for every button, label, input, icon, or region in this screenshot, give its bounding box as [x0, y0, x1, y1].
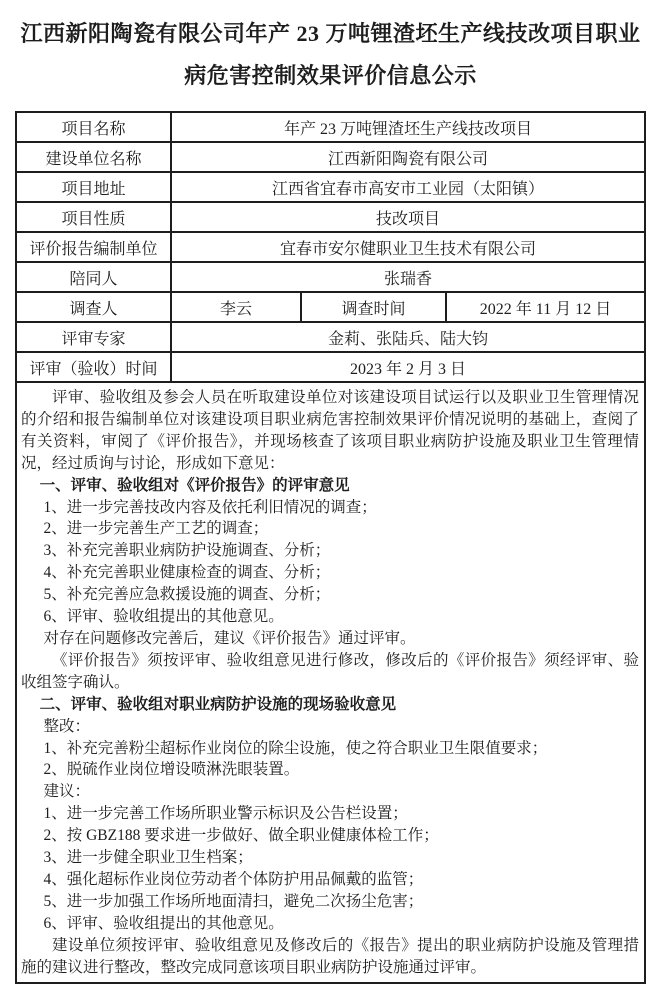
row-value: 年产 23 万吨锂渣坯生产线技改项目 [171, 112, 645, 142]
section1-heading: 一、评审、验收组对《评价报告》的评审意见 [39, 476, 350, 494]
opinion-cell [16, 382, 645, 983]
section1-closing: 《评价报告》须按评审、验收组意见进行修改，修改后的《评价报告》须经评审、验收组签字确认。 [21, 651, 639, 691]
list-item: 6、评审、验收组提出的其他意见。 [43, 608, 284, 626]
list-item: 1、补充完善粉尘超标作业岗位的除尘设施，使之符合职业卫生限值要求； [43, 739, 548, 757]
table-row-project-nature [16, 202, 645, 232]
list-item: 5、进一步加强工作场所地面清扫，避免二次扬尘危害； [43, 892, 424, 910]
row-label: 调查人 [16, 292, 171, 322]
row-label: 评审专家 [16, 322, 171, 352]
row-value: 宜春市安尔健职业卫生技术有限公司 [171, 232, 645, 262]
opinion-intro-paragraph: 评审、验收组及参会人员在听取建设单位对该建设项目试运行以及职业卫生管理情况的介绍和报告编制单位对该建设项目职业病危害控制效果评价情况说明的基础上，查阅了有关资料，审阅了《评价报告》，并现场核查了该项目职业病防护设施及职业卫生管理情况，经过质询与讨论，形成如下意见： [21, 389, 639, 472]
table-row-opinion [16, 382, 645, 983]
list-item: 3、补充完善职业病防护设施调查、分析； [43, 542, 331, 560]
section2-heading: 二、评审、验收组对职业病防护设施的现场验收意见 [39, 695, 397, 713]
list-item: 2、脱硫作业岗位增设喷淋洗眼装置。 [43, 761, 300, 779]
table-row-project-address [16, 172, 645, 202]
row-label: 项目性质 [16, 202, 171, 232]
list-item: 2、进一步完善生产工艺的调查； [43, 520, 269, 538]
project-info-table [15, 111, 646, 984]
table-row-company-name [16, 142, 645, 172]
row-label: 项目地址 [16, 172, 171, 202]
row-label: 调查时间 [301, 292, 446, 322]
rectify-item-list [21, 738, 639, 782]
table-row-report-agency [16, 232, 645, 262]
table-row-project-name [16, 112, 645, 142]
document-title-line-1: 江西新阳陶瓷有限公司年产 23 万吨锂渣坯生产线技改项目职业 [20, 21, 641, 46]
row-value: 2023 年 2 月 3 日 [171, 352, 645, 382]
section1-item-list [21, 497, 639, 628]
suggest-item-list [21, 803, 639, 934]
list-item: 1、进一步完善技改内容及依托利旧情况的调查； [43, 498, 377, 516]
row-label: 评审（验收）时间 [16, 352, 171, 382]
suggest-label: 建议： [43, 783, 90, 801]
row-value: 金莉、张陆兵、陆大钧 [171, 322, 645, 352]
row-value: 江西省宜春市高安市工业园（太阳镇） [171, 172, 645, 202]
list-item: 3、进一步健全职业卫生档案； [43, 849, 253, 867]
row-label: 陪同人 [16, 262, 171, 292]
section1-note: 对存在问题修改完善后，建议《评价报告》通过评审。 [43, 629, 416, 647]
table-row-accompanying-person [16, 262, 645, 292]
table-row-review-experts [16, 322, 645, 352]
list-item: 1、进一步完善工作场所职业警示标识及公告栏设置； [43, 805, 408, 823]
row-value: 李云 [171, 292, 301, 322]
list-item: 5、补充完善应急救援设施的调查、分析； [43, 586, 331, 604]
list-item: 6、评审、验收组提出的其他意见。 [43, 914, 284, 932]
row-value: 2022 年 11 月 12 日 [446, 292, 645, 322]
section2-closing: 建设单位须按评审、验收组意见及修改后的《报告》提出的职业病防护设施及管理措施的建议进行整改，整改完成同意该项目职业病防护设施通过评审。 [21, 936, 639, 976]
document-title [0, 0, 661, 97]
list-item: 4、强化超标作业岗位劳动者个体防护用品佩戴的监管； [43, 870, 424, 888]
list-item: 4、补充完善职业健康检查的调查、分析； [43, 564, 331, 582]
row-value: 江西新阳陶瓷有限公司 [171, 142, 645, 172]
rectify-label: 整改： [43, 717, 90, 735]
row-label: 评价报告编制单位 [16, 232, 171, 262]
row-value: 张瑞香 [171, 262, 645, 292]
list-item: 2、按 GBZ188 要求进一步做好、做全职业健康体检工作； [43, 827, 439, 845]
row-label: 建设单位名称 [16, 142, 171, 172]
row-value: 技改项目 [171, 202, 645, 232]
row-label: 项目名称 [16, 112, 171, 142]
document-title-line-2: 病危害控制效果评价信息公示 [184, 63, 477, 88]
table-row-review-date [16, 352, 645, 382]
table-row-investigator [16, 292, 645, 322]
